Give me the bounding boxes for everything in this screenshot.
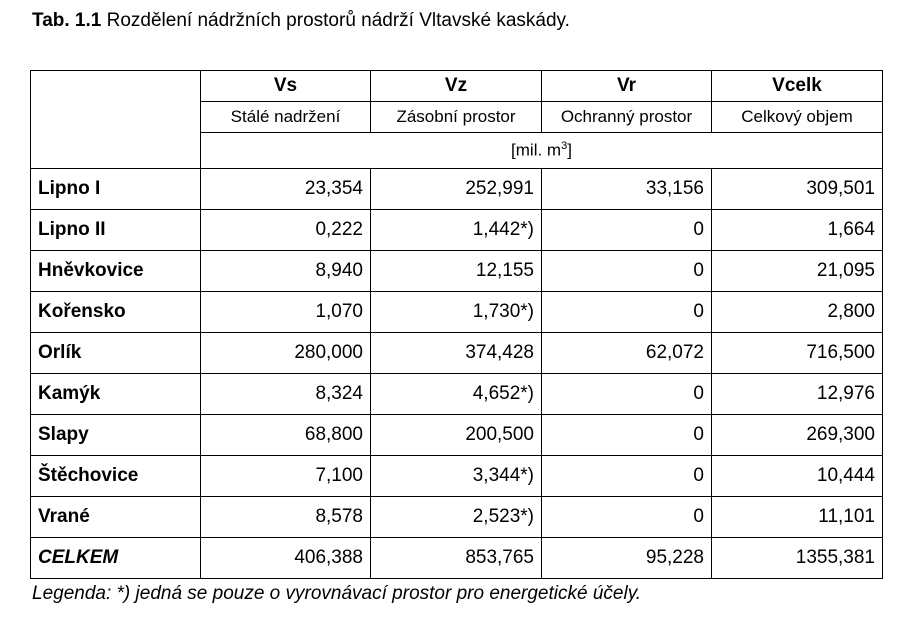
cell-name: Lipno I [31,169,201,210]
cell-vs: 0,222 [201,210,371,251]
unit-suffix: ] [567,140,572,160]
total-vr: 95,228 [542,538,712,579]
header-symbol-row [31,71,883,102]
cell-vcelk: 1,664 [712,210,883,251]
cell-vz: 12,155 [371,251,542,292]
cell-vr: 0 [542,456,712,497]
cell-vcelk: 10,444 [712,456,883,497]
table-row [31,497,883,538]
table-row [31,169,883,210]
cell-vz: 252,991 [371,169,542,210]
table-row [31,374,883,415]
cell-name: Štěchovice [31,456,201,497]
cell-vr: 33,156 [542,169,712,210]
cell-name: Vrané [31,497,201,538]
cell-vcelk: 11,101 [712,497,883,538]
cell-vs: 8,940 [201,251,371,292]
unit-prefix: [mil. m [511,140,562,160]
cell-vs: 68,800 [201,415,371,456]
cell-vcelk: 21,095 [712,251,883,292]
cell-name: Kamýk [31,374,201,415]
table-row [31,292,883,333]
cell-vcelk: 309,501 [712,169,883,210]
cell-vs: 1,070 [201,292,371,333]
table-body [31,169,883,538]
cell-vz: 1,442*) [371,210,542,251]
cell-name: Kořensko [31,292,201,333]
cell-name: Hněvkovice [31,251,201,292]
cell-vs: 8,324 [201,374,371,415]
total-vs: 406,388 [201,538,371,579]
cell-vz: 4,652*) [371,374,542,415]
cell-vs: 7,100 [201,456,371,497]
cell-vs: 23,354 [201,169,371,210]
cell-vz: 374,428 [371,333,542,374]
caption-text: Rozdělení nádržních prostorů nádrží Vltavské kaskády. [106,10,570,31]
total-vcelk: 1355,381 [712,538,883,579]
total-row [31,538,883,579]
header-desc-vcelk: Celkový objem [712,102,883,133]
cell-name: Orlík [31,333,201,374]
cell-vr: 0 [542,415,712,456]
total-name: CELKEM [31,538,201,579]
table-row [31,251,883,292]
cell-vr: 0 [542,374,712,415]
cell-name: Lipno II [31,210,201,251]
table-caption [32,9,570,33]
cell-vz: 2,523*) [371,497,542,538]
unit-sup: 3 [561,140,568,153]
cell-vr: 0 [542,292,712,333]
cell-vs: 280,000 [201,333,371,374]
cell-vcelk: 716,500 [712,333,883,374]
table-row [31,210,883,251]
cell-vz: 3,344*) [371,456,542,497]
table-row [31,415,883,456]
header-symbol-vr: Vr [542,71,712,102]
table-row [31,333,883,374]
caption-label: Tab. 1.1 [32,10,102,31]
cell-vr: 0 [542,497,712,538]
header-symbol-vcelk: Vcelk [712,71,883,102]
reservoir-table [30,70,883,579]
header-symbol-vz: Vz [371,71,542,102]
header-symbol-vs: Vs [201,71,371,102]
table-row [31,456,883,497]
header-desc-vz: Zásobní prostor [371,102,542,133]
cell-vcelk: 269,300 [712,415,883,456]
cell-vr: 0 [542,210,712,251]
cell-vz: 200,500 [371,415,542,456]
table-legend: Legenda: *) jedná se pouze o vyrovnávací prostor pro energetické účely. [32,583,642,604]
cell-name: Slapy [31,415,201,456]
header-desc-vs: Stálé nadržení [201,102,371,133]
cell-vcelk: 2,800 [712,292,883,333]
header-corner-cell [31,71,201,169]
header-unit [201,133,883,169]
cell-vs: 8,578 [201,497,371,538]
total-vz: 853,765 [371,538,542,579]
cell-vr: 62,072 [542,333,712,374]
header-desc-vr: Ochranný prostor [542,102,712,133]
cell-vr: 0 [542,251,712,292]
cell-vz: 1,730*) [371,292,542,333]
cell-vcelk: 12,976 [712,374,883,415]
